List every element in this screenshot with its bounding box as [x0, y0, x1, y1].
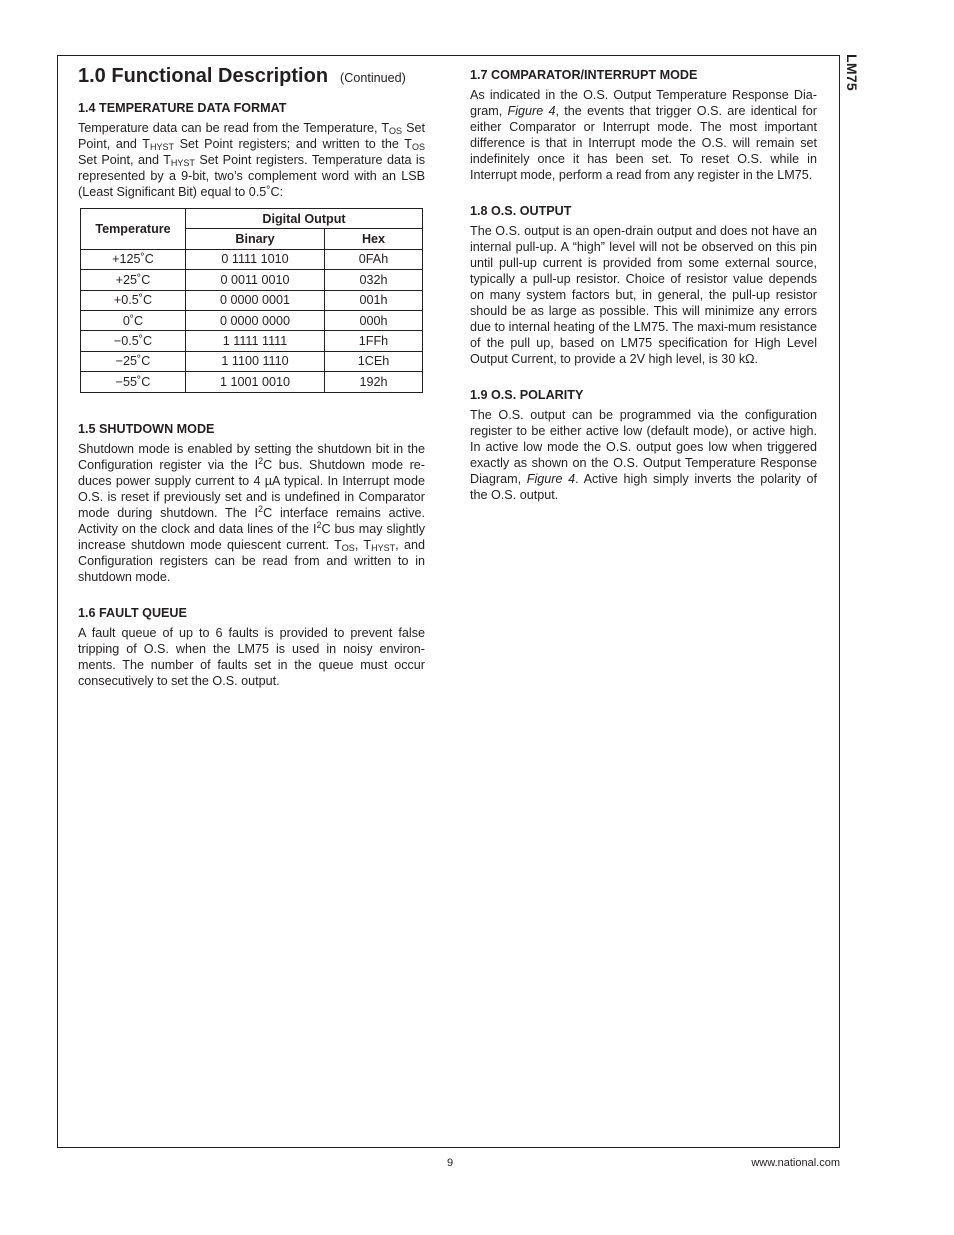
- cell-binary: 0 0000 0000: [186, 310, 325, 330]
- header-temperature: Temperature: [81, 209, 186, 250]
- figure-reference: Figure 4: [507, 104, 556, 118]
- section-body: As indicated in the O.S. Output Temperature Response Dia-gram, Figure 4, the events that trigger O.S. are identical for either Comparator or Interrupt mode. The most important difference is that in Interrupt mode the O.S. will remain set indefinitely once it has been set. To reset O.S. while in Interrupt mode, perform a read from any register in the LM75.: [470, 88, 817, 182]
- cell-hex: 1FFh: [325, 331, 423, 351]
- section-body: Shutdown mode is enabled by setting the shutdown bit in the Configuration register via the $I^2C$ bus. Shutdown mode re-duces power supply current to 4 µA typical. In Interrupt mode O.S. is reset if previously set and is undefined in Comparator mode during shutdown. The $I^2C$ interface remains active. Activity on the clock and data lines of the $I^2C$ bus may slightly increase shutdown mode quiescent current. $T_{OS}$, $T_{HYST}$, and Configuration registers can be read from and written to in shutdown mode.: [78, 441, 426, 584]
- header-binary: Binary: [186, 229, 325, 249]
- header-digital-output: Digital Output: [186, 209, 423, 229]
- section-os-polarity: [470, 387, 817, 503]
- cell-hex: 0FAh: [325, 249, 423, 269]
- cell-hex: 192h: [325, 372, 423, 392]
- page-title-text: 1.0 Functional Description: [78, 65, 329, 87]
- cell-binary: 0 1111 1010: [186, 249, 325, 269]
- table-row: [81, 249, 423, 269]
- page-number: 9: [446, 1157, 454, 1169]
- section-body: The O.S. output is an open-drain output and does not have an internal pull-up. A “high” level will not be observed on this pin until pull-up current is provided from some external source, typically a pull-up resistor. Choice of resistor value depends on many system factors but, in general, the pull-up resistor should be as large as possible. This will minimize any errors due to internal heating of the LM75. The maxi-mum resistance of the pull up, based on LM75 specification for High Level Output Current, to provide a 2V high level, is 30 kΩ.: [470, 224, 817, 366]
- section-temperature-data-format: [78, 100, 425, 421]
- left-column: [78, 62, 425, 709]
- page-title: [78, 62, 425, 92]
- cell-hex: 032h: [325, 270, 423, 290]
- section-shutdown-mode: [78, 421, 425, 585]
- section-fault-queue: [78, 605, 425, 689]
- header-hex: Hex: [325, 229, 423, 249]
- section-heading: 1.6 FAULT QUEUE: [78, 605, 187, 620]
- table-row: [81, 351, 423, 371]
- side-label-text: LM75: [844, 54, 860, 91]
- table-row: [81, 290, 423, 310]
- section-comparator-interrupt-mode: [470, 67, 817, 183]
- cell-binary: 1 1111 1111: [186, 331, 325, 351]
- temperature-data-table: [80, 208, 423, 393]
- side-label: [842, 52, 872, 112]
- cell-temperature: +0.5˚C: [81, 290, 186, 310]
- section-heading: 1.5 SHUTDOWN MODE: [78, 421, 215, 436]
- cell-binary: 0 0011 0010: [186, 270, 325, 290]
- figure-reference: Figure 4: [526, 472, 576, 486]
- cell-temperature: +25˚C: [81, 270, 186, 290]
- right-column: [470, 67, 817, 523]
- table-row: [81, 310, 423, 330]
- cell-hex: 1CEh: [325, 351, 423, 371]
- section-body: The O.S. output can be programmed via the configuration register to be either active low (default mode), or active high. In active low mode the O.S. output goes low when triggered exactly as shown on the O.S. Output Temperature Response Diagram, Figure 4. Active high simply inverts the polarity of the O.S. output.: [470, 408, 817, 502]
- section-heading: 1.4 TEMPERATURE DATA FORMAT: [78, 101, 287, 115]
- cell-temperature: 0˚C: [81, 310, 186, 330]
- section-body: A fault queue of up to 6 faults is provided to prevent false tripping of O.S. when the LM75 is used in noisy environ-ments. The number of faults set in the queue must occur consecutively to set the O.S. output.: [78, 625, 425, 688]
- cell-hex: 000h: [325, 310, 423, 330]
- cell-temperature: +125˚C: [81, 249, 186, 269]
- cell-temperature: −55˚C: [81, 372, 186, 392]
- cell-binary: 1 1001 0010: [186, 372, 325, 392]
- cell-temperature: −25˚C: [81, 351, 186, 371]
- section-os-output: [470, 203, 817, 367]
- cell-hex: 001h: [325, 290, 423, 310]
- table-row: [81, 372, 423, 392]
- footer-url: www.national.com: [751, 1157, 840, 1169]
- section-heading: 1.7 COMPARATOR/INTERRUPT MODE: [470, 68, 698, 82]
- continued-label: (Continued): [340, 71, 406, 85]
- cell-temperature: −0.5˚C: [81, 331, 186, 351]
- table-row: [81, 270, 423, 290]
- section-heading: 1.8 O.S. OUTPUT: [470, 204, 572, 218]
- cell-binary: 1 1100 1110: [186, 351, 325, 371]
- table-row: [81, 331, 423, 351]
- section-heading: 1.9 O.S. POLARITY: [470, 388, 584, 402]
- cell-binary: 0 0000 0001: [186, 290, 325, 310]
- section-body: Temperature data can be read from the Temperature, $T_{OS}$ Set Point, and $T_{HYST}$ Set Point registers; and written to the $T_{OS}$ Set Point, and $T_{HYST}$ Set Point registers. Temperature data is represented by a 9-bit, two’s complement word with an LSB (Least Significant Bit) equal to 0.5˚C:: [78, 121, 426, 199]
